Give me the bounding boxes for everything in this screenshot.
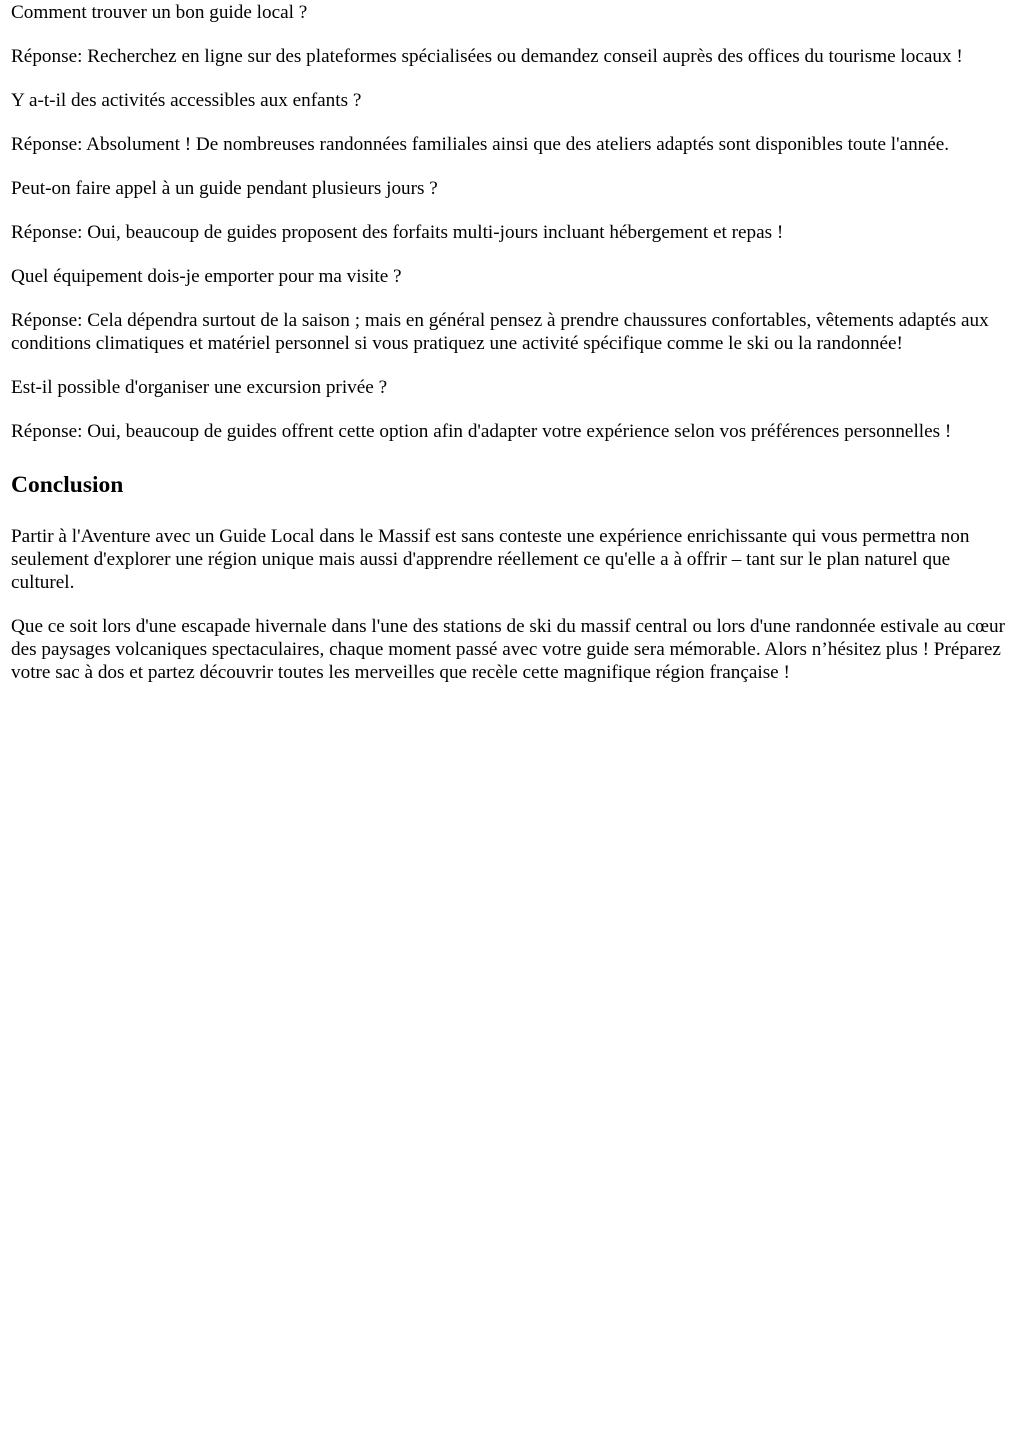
document-page	[0, 0, 1024, 684]
faq-answer: Réponse: Oui, beaucoup de guides proposent des forfaits multi-jours incluant hébergement et repas !	[11, 222, 784, 243]
faq-question: Comment trouver un bon guide local ?	[11, 2, 308, 23]
faq-section	[11, 0, 1014, 443]
conclusion-paragraph: Que ce soit lors d'une escapade hivernale dans l'une des stations de ski du massif central ou lors d'une randonnée estivale au cœur des paysages volcaniques spectaculaires, chaque moment passé avec votre guide sera mémorable. Alors n’hésitez plus ! Préparez votre sac à dos et partez découvrir toutes les merveilles que recèle cette magnifique région française !	[11, 616, 1005, 683]
faq-question: Y a-t-il des activités accessibles aux enfants ?	[11, 90, 362, 111]
conclusion-heading: Conclusion	[11, 472, 124, 498]
faq-answer: Réponse: Oui, beaucoup de guides offrent cette option afin d'adapter votre expérience selon vos préférences personnelles !	[11, 421, 952, 442]
conclusion-paragraph: Partir à l'Aventure avec un Guide Local dans le Massif est sans conteste une expérience enrichissante qui vous permettra non seulement d'explorer une région unique mais aussi d'apprendre réellement ce qu'elle a à offrir – tant sur le plan naturel que culturel.	[11, 526, 970, 593]
faq-answer: Réponse: Cela dépendra surtout de la saison ; mais en général pensez à prendre chaussures confortables, vêtements adaptés aux conditions climatiques et matériel personnel si vous pratiquez une activité spécifique comme le ski ou la randonnée!	[11, 310, 989, 354]
faq-answer: Réponse: Absolument ! De nombreuses randonnées familiales ainsi que des ateliers adaptés sont disponibles toute l'année.	[11, 134, 950, 155]
faq-question: Quel équipement dois-je emporter pour ma visite ?	[11, 266, 402, 287]
faq-question: Peut-on faire appel à un guide pendant plusieurs jours ?	[11, 178, 438, 199]
conclusion-section	[11, 471, 1014, 684]
faq-question: Est-il possible d'organiser une excursion privée ?	[11, 377, 388, 398]
faq-answer: Réponse: Recherchez en ligne sur des plateformes spécialisées ou demandez conseil auprès des offices du tourisme locaux !	[11, 46, 963, 67]
